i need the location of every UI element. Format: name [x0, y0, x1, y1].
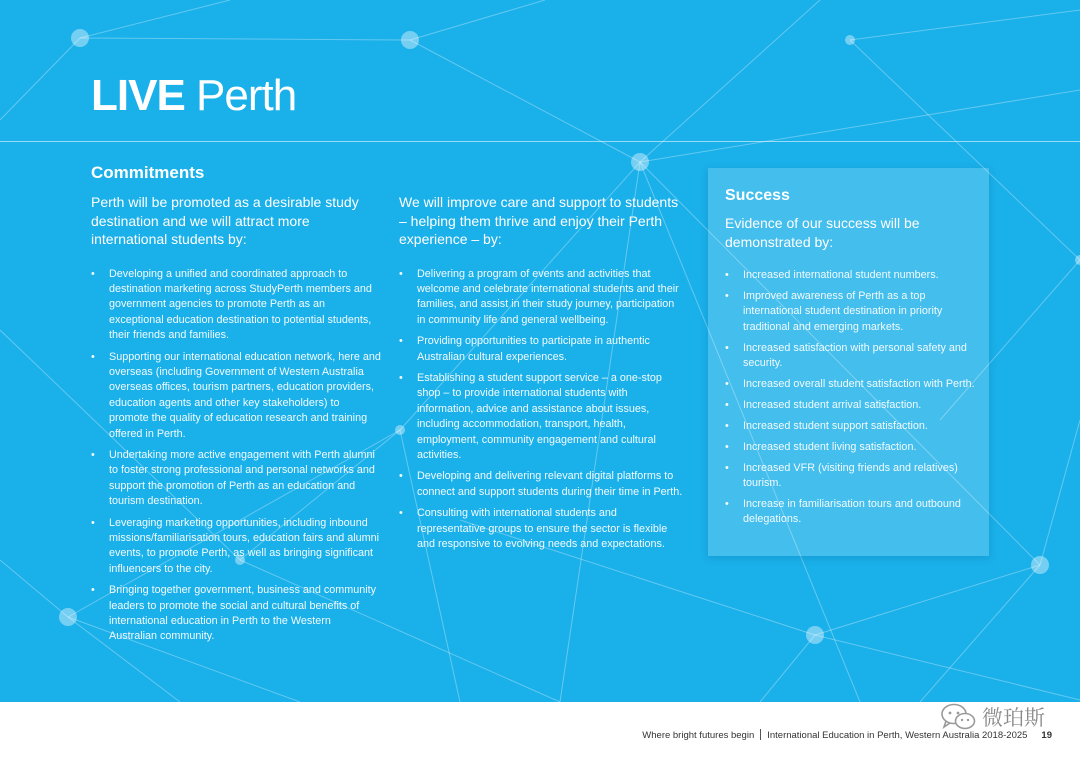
list-item: • Increased student support satisfaction.	[725, 419, 975, 434]
column-1-list	[91, 267, 381, 645]
success-intro: Evidence of our success will be demonstrated by:	[725, 215, 920, 250]
list-item: • Developing a unified and coordinated approach to destination marketing across StudyPerth members and government agencies to promote Perth as an exceptional education destination to potential students, their friends and families.	[91, 267, 381, 344]
list-item: • Undertaking more active engagement with Perth alumni to foster strong professional and personal networks and support the promotion of Perth as an education and tourism destination.	[91, 448, 381, 510]
column-2-intro: We will improve care and support to students – helping them thrive and enjoy their Perth experience – by:	[399, 194, 679, 247]
watermark-text: 微珀斯	[982, 707, 1045, 730]
column-1-intro: Perth will be promoted as a desirable study destination and we will attract more international students by:	[91, 194, 359, 247]
success-title: Success	[725, 187, 790, 204]
list-item: • Increased satisfaction with personal safety and security.	[725, 341, 975, 372]
list-item: • Consulting with international students and representative groups to ensure the sector is flexible and responsive to evolving needs and expectations.	[399, 506, 684, 552]
watermark	[940, 700, 1045, 734]
list-item: • Leveraging marketing opportunities, including inbound missions/familiarisation tours, education fairs and alumni events, to promote Perth, as well as bringing significant influencers to the city.	[91, 516, 381, 578]
header-divider	[0, 141, 1080, 142]
list-item: • Increased student living satisfaction.	[725, 440, 975, 455]
list-item: • Bringing together government, business and community leaders to promote the social and cultural benefits of international education in Perth to the Western Australian community.	[91, 583, 381, 645]
success-list	[725, 268, 975, 528]
wechat-icon	[940, 702, 976, 732]
list-item: • Establishing a student support service – a one-stop shop – to provide international students with information, advice and assistance about issues, including accommodation, transport, health, employment, community engagement and cultural activities.	[399, 371, 684, 463]
page-title-light: Perth	[196, 71, 297, 120]
list-item: • Increased VFR (visiting friends and relatives) tourism.	[725, 461, 975, 492]
list-item: • Delivering a program of events and activities that welcome and celebrate international students and their families, and assist in their study journey, participation in community life and general wellbeing.	[399, 267, 684, 329]
list-item: • Developing and delivering relevant digital platforms to connect and support students during their time in Perth.	[399, 469, 684, 500]
column-2-list	[399, 267, 684, 553]
page-title	[91, 68, 296, 124]
list-item: • Supporting our international education network, here and overseas (including Government of Western Australia overseas offices, tourism partners, education providers, education agents and other key stakeholders) to promote the quality of education research and training offered in Perth.	[91, 350, 381, 442]
commitments-column-2	[399, 193, 684, 558]
footer-doc-title: International Education in Perth, Western Australia 2018-2025	[767, 730, 1028, 741]
footer-separator	[760, 729, 761, 740]
section-heading: Commitments	[91, 163, 205, 182]
list-item: • Increased overall student satisfaction with Perth.	[725, 377, 975, 392]
footer	[0, 702, 1080, 764]
list-item: • Increased student arrival satisfaction.	[725, 398, 975, 413]
list-item: • Improved awareness of Perth as a top international student destination in priority traditional and emerging markets.	[725, 289, 975, 335]
footer-tagline: Where bright futures begin	[642, 730, 755, 741]
list-item: • Providing opportunities to participate in authentic Australian cultural experiences.	[399, 334, 684, 365]
page-number: 19	[1041, 730, 1052, 741]
list-item: • Increase in familiarisation tours and outbound delegations.	[725, 497, 975, 528]
commitments-column-1	[91, 193, 381, 651]
success-panel	[708, 168, 989, 556]
list-item: • Increased international student numbers.	[725, 268, 975, 283]
page-title-bold: LIVE	[91, 71, 185, 120]
